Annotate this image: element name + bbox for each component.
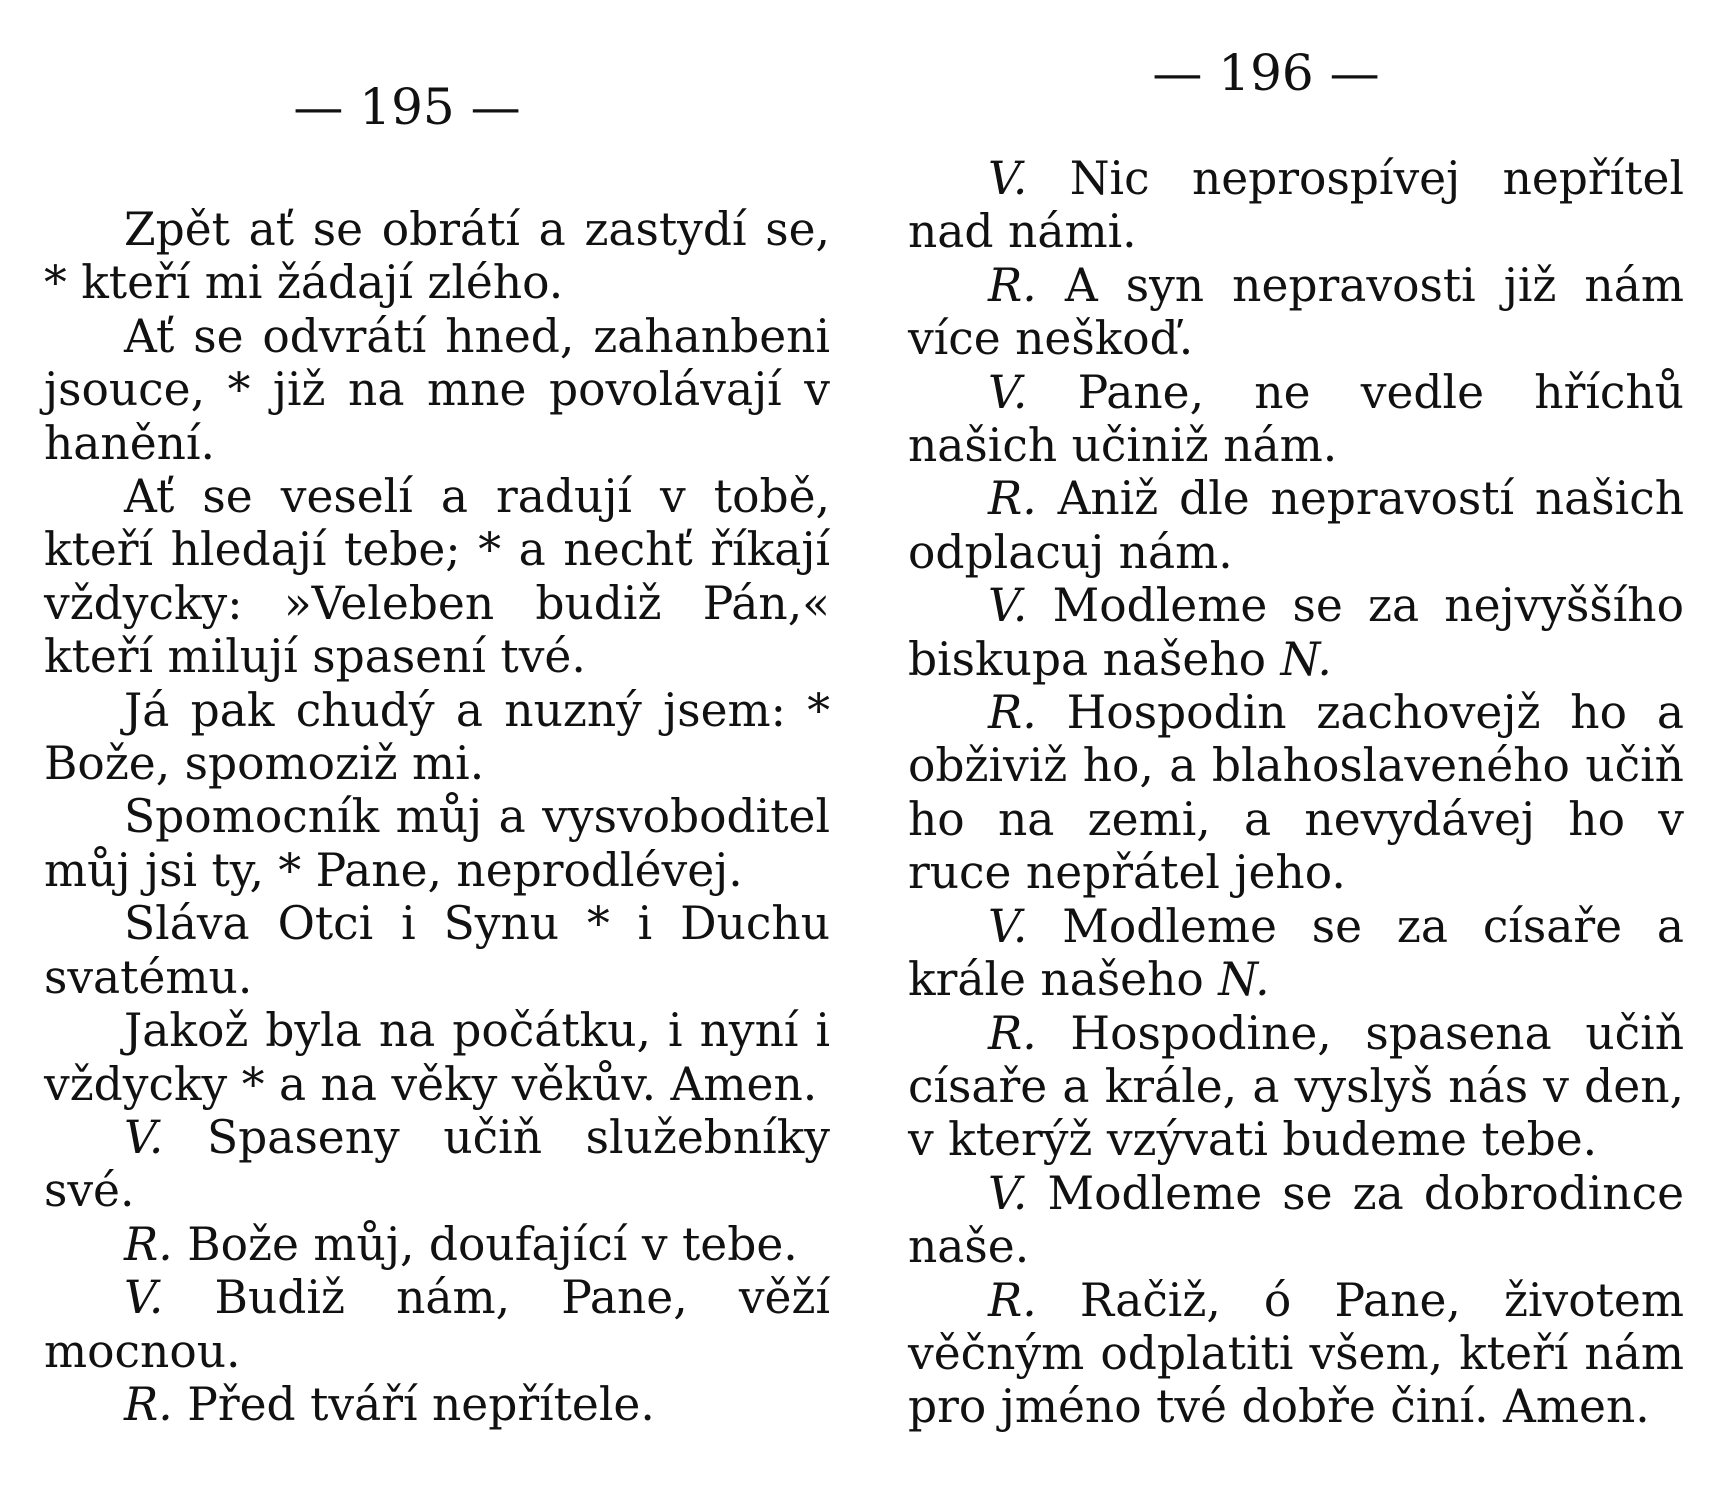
- paragraph-text: Hospodin zachovejž ho a obživiž ho, a blahoslaveného učiň ho na zemi, a nevydávej ho v ruce nepřátel jeho.: [908, 686, 1684, 900]
- versicle-mark: R.: [988, 472, 1037, 526]
- paragraph: [44, 897, 830, 1004]
- page-number: — 196 —: [1152, 44, 1380, 102]
- paragraph: [44, 790, 830, 897]
- versicle-mark: R.: [124, 1377, 173, 1431]
- paragraph: [908, 472, 1684, 579]
- paragraph: [44, 1218, 830, 1271]
- paragraph: [908, 152, 1684, 259]
- versicle-mark: V.: [988, 1166, 1028, 1220]
- versicle-mark: V.: [988, 579, 1028, 633]
- paragraph: [908, 1274, 1684, 1434]
- versicle-mark: V.: [988, 365, 1028, 419]
- paragraph: [44, 1111, 830, 1218]
- versicle-mark: V.: [988, 152, 1028, 205]
- paragraph-text: Pane, ne vedle hříchů našich učiniž nám.: [908, 365, 1684, 473]
- paragraph: [908, 686, 1684, 900]
- versicle-mark: V.: [124, 1271, 164, 1325]
- versicle-mark: R.: [988, 1273, 1037, 1327]
- page-text: [44, 203, 830, 1431]
- page-text: [908, 152, 1684, 1434]
- paragraph-text: Modleme se za nejvyššího biskupa našeho: [908, 579, 1685, 686]
- page-number: — 195 —: [293, 78, 521, 136]
- paragraph: [44, 470, 830, 684]
- versicle-mark: R.: [988, 258, 1037, 312]
- paragraph-text: Bože můj, doufající v tebe.: [187, 1217, 798, 1271]
- paragraph: [908, 1007, 1684, 1167]
- abbreviation-n: N.: [1280, 632, 1332, 686]
- paragraph: [908, 1167, 1684, 1274]
- paragraph-text: Ať se odvrátí hned, zahanbeni jsouce, * již na mne povolávají v hanění.: [44, 309, 830, 470]
- versicle-mark: R.: [124, 1217, 173, 1271]
- versicle-mark: R.: [988, 686, 1037, 740]
- paragraph: [908, 579, 1684, 686]
- paragraph-text: Já pak chudý a nuzný jsem: * Bože, spomoziž mi.: [44, 683, 830, 791]
- paragraph: [908, 366, 1684, 473]
- paragraph: [44, 203, 830, 310]
- paragraph-text: Modleme se za císaře a krále našeho: [908, 899, 1684, 1007]
- paragraph-text: Sláva Otci i Synu * i Duchu svatému.: [44, 897, 830, 1004]
- abbreviation-n: N.: [1218, 953, 1270, 1007]
- versicle-mark: R.: [988, 1006, 1037, 1060]
- paragraph: [908, 900, 1684, 1007]
- paragraph-text: Jakož byla na počátku, i nyní i vždycky * a na věky věkův. Amen.: [44, 1004, 830, 1111]
- paragraph-text: Ať se veselí a radují v tobě, kteří hledají tebe; * a nechť říkají vždycky: »Veleben budiž Pán,« kteří milují spasení tvé.: [44, 470, 830, 684]
- versicle-mark: V.: [988, 899, 1028, 953]
- paragraph-text: Spomocník můj a vysvoboditel můj jsi ty, * Pane, neprodlévej.: [44, 790, 830, 897]
- versicle-mark: V.: [124, 1110, 164, 1164]
- paragraph-text: Před tváří nepřítele.: [187, 1377, 655, 1431]
- paragraph: [44, 1004, 830, 1111]
- paragraph-text: Aniž dle nepravostí našich odplacuj nám.: [908, 472, 1684, 579]
- paragraph-text: A syn nepravosti již nám více neškoď.: [908, 258, 1685, 366]
- paragraph: [908, 259, 1684, 366]
- paragraph: [44, 1271, 830, 1378]
- paragraph-text: Spaseny učiň služebníky své.: [44, 1110, 830, 1218]
- paragraph-text: Račiž, ó Pane, životem věčným odplatiti všem, kteří nám pro jméno tvé dobře činí. Amen.: [908, 1273, 1684, 1434]
- paragraph-text: Nic neprospívej nepřítel nad námi.: [908, 152, 1684, 259]
- paragraph-text: Hospodine, spasena učiň císaře a krále, a vyslyš nás v den, v kterýž vzývati budeme tebe.: [908, 1006, 1684, 1167]
- paragraph-text: Modleme se za dobrodince naše.: [908, 1166, 1684, 1274]
- paragraph-text: Budiž nám, Pane, věží mocnou.: [44, 1271, 830, 1378]
- paragraph: [44, 684, 830, 791]
- paragraph: [44, 1378, 830, 1431]
- paragraph: [44, 310, 830, 470]
- paragraph-text: Zpět ať se obrátí a zastydí se, * kteří mi žádají zlého.: [44, 203, 830, 310]
